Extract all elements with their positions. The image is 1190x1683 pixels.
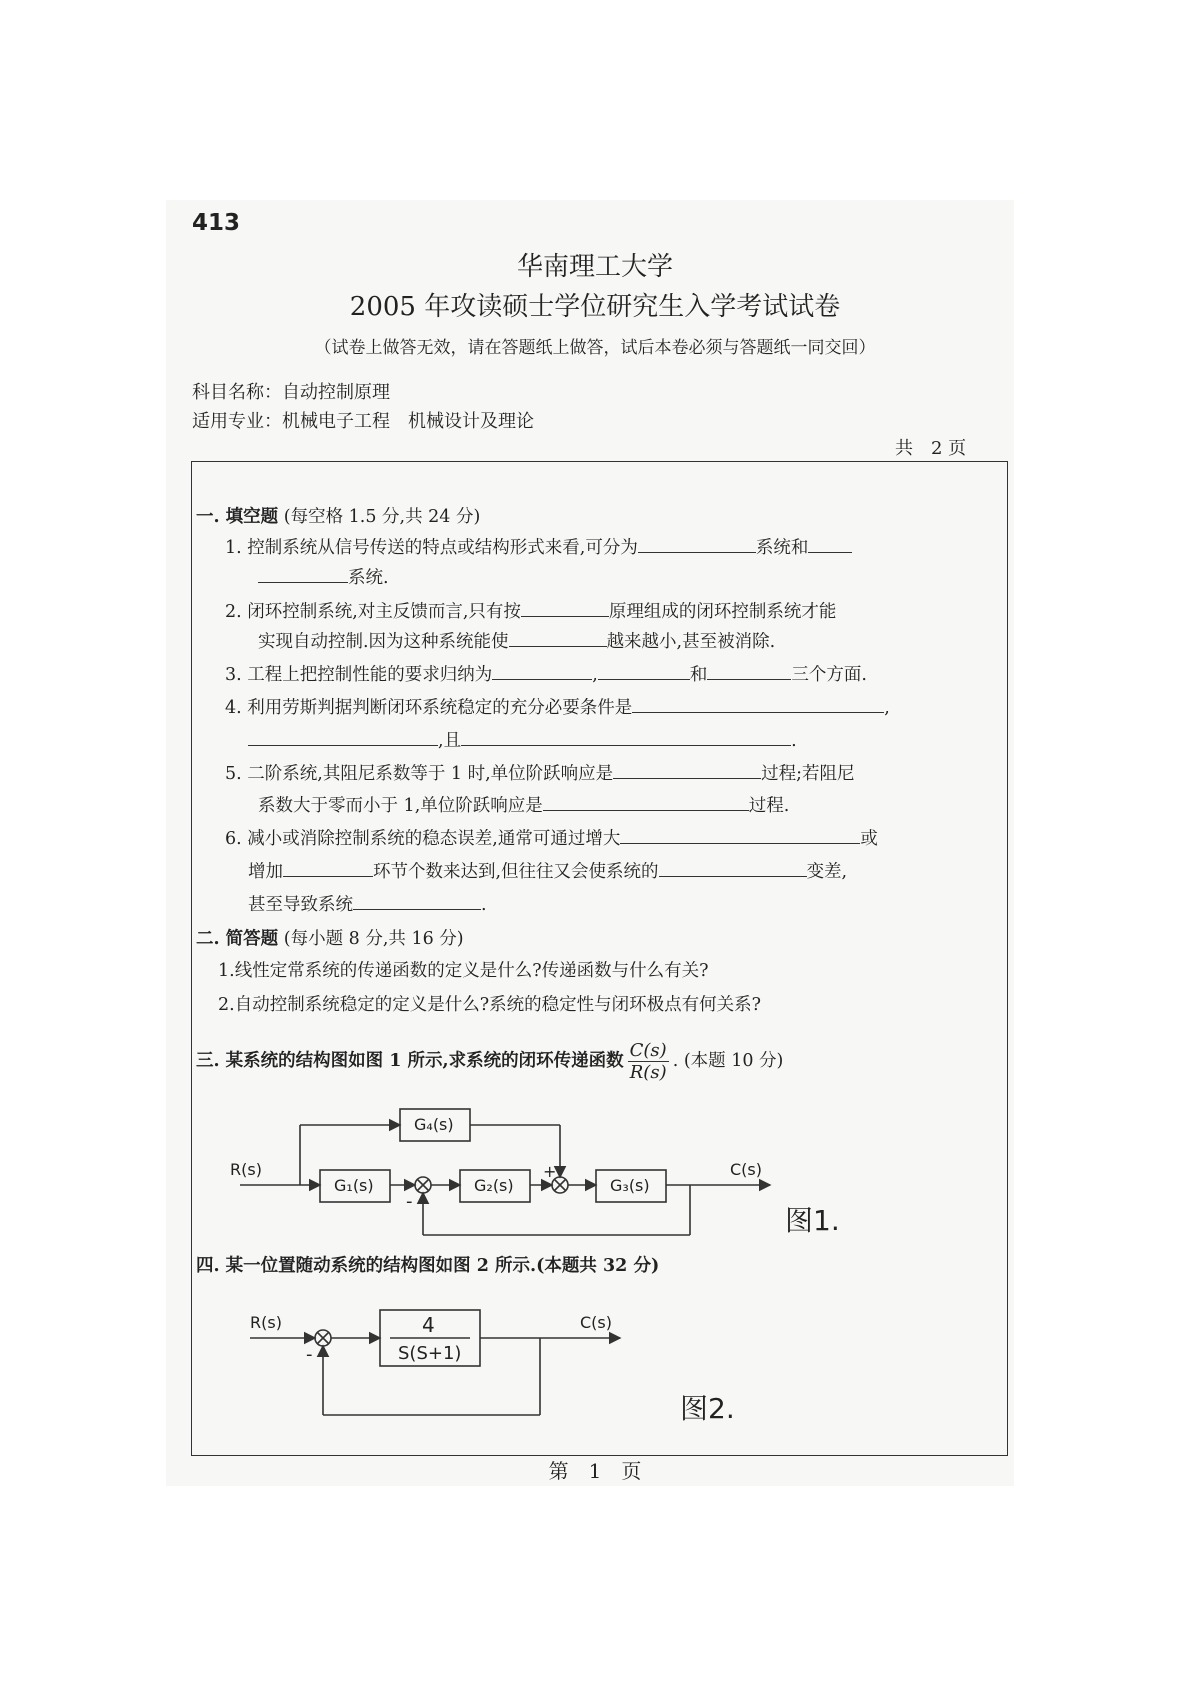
- page-number: 第 1 页: [548, 1459, 642, 1483]
- question-1-4: 4. 利用劳斯判据判断闭环系统稳定的充分必要条件是 ,: [225, 694, 890, 719]
- applicable-majors: 适用专业：机械电子工程 机械设计及理论: [192, 411, 534, 432]
- exam-notice: （试卷上做答无效，请在答题纸上做答，试后本卷必须与答题纸一同交回）: [314, 338, 876, 358]
- fig2-output-label: C(s): [580, 1313, 612, 1332]
- question-1-5-cont: 系数大于零而小于 1,单位阶跃响应是 过程.: [258, 792, 789, 817]
- subject-name: 科目名称：自动控制原理: [192, 382, 390, 403]
- fig2-minus-sign: -: [306, 1344, 313, 1365]
- question-2-2: 2.自动控制系统稳定的定义是什么?系统的稳定性与闭环极点有何关系?: [218, 995, 761, 1015]
- exam-title: 2005 年攻读硕士学位研究生入学考试试卷: [349, 292, 841, 322]
- figure1-caption: 图1.: [785, 1204, 840, 1237]
- fig1-output-label: C(s): [730, 1160, 762, 1179]
- section3-question: 三. 某系统的结构图如图 1 所示,求系统的闭环传递函数 $\frac{C(s)}{R(s)}$ . (本题 10 分): [196, 1040, 784, 1083]
- fig1-plus-sign: +: [543, 1162, 557, 1181]
- question-1-2: 2. 闭环控制系统,对主反馈而言,只有按 原理组成的闭环控制系统才能: [225, 598, 836, 623]
- university-name: 华南理工大学: [516, 252, 673, 282]
- plant-denominator: S(S+1): [398, 1343, 462, 1364]
- question-1-6: 6. 减小或消除控制系统的稳态误差,通常可通过增大 或: [225, 825, 878, 850]
- g1-label: G₁(s): [334, 1176, 374, 1195]
- g3-label: G₃(s): [610, 1176, 650, 1195]
- plant-numerator: 4: [422, 1313, 435, 1337]
- g4-label: G₄(s): [414, 1115, 454, 1134]
- question-1-1-cont: 系统.: [258, 564, 389, 589]
- section4-question: 四. 某一位置随动系统的结构图如图 2 所示.(本题共 32 分): [196, 1256, 660, 1276]
- fig1-minus-sign: -: [406, 1191, 413, 1212]
- question-1-6-cont2: 甚至导致系统 .: [248, 891, 487, 916]
- question-2-1: 1.线性定常系统的传递函数的定义是什么?传递函数与什么有关?: [218, 961, 709, 981]
- fig2-input-label: R(s): [250, 1313, 282, 1332]
- question-1-1: 1. 控制系统从信号传送的特点或结构形式来看,可分为 系统和: [225, 534, 852, 559]
- fig1-input-label: R(s): [230, 1160, 262, 1179]
- question-1-4-cont: ,且 .: [248, 727, 797, 752]
- exam-code: 413: [192, 210, 241, 236]
- question-1-3: 3. 工程上把控制性能的要求归纳为 , 和 三个方面.: [225, 661, 867, 686]
- g2-label: G₂(s): [474, 1176, 514, 1195]
- question-1-5: 5. 二阶系统,其阻尼系数等于 1 时,单位阶跃响应是 过程;若阻尼: [225, 760, 855, 785]
- transfer-function-fraction: $\frac{C(s)}{R(s)}$: [629, 1040, 667, 1083]
- figure2-block-diagram: [240, 1300, 840, 1450]
- total-pages: 共 2 页: [895, 438, 967, 459]
- section1-heading: 一. 填空题 (每空格 1.5 分,共 24 分): [196, 507, 481, 527]
- section2-heading: 二. 简答题 (每小题 8 分,共 16 分): [196, 929, 464, 949]
- question-1-6-cont: 增加 环节个数来达到,但往往又会使系统的 变差,: [248, 858, 847, 883]
- figure1-block-diagram: [230, 1095, 870, 1245]
- question-1-2-cont: 实现自动控制.因为这种系统能使 越来越小,甚至被消除.: [258, 628, 775, 653]
- figure2-caption: 图2.: [680, 1392, 735, 1425]
